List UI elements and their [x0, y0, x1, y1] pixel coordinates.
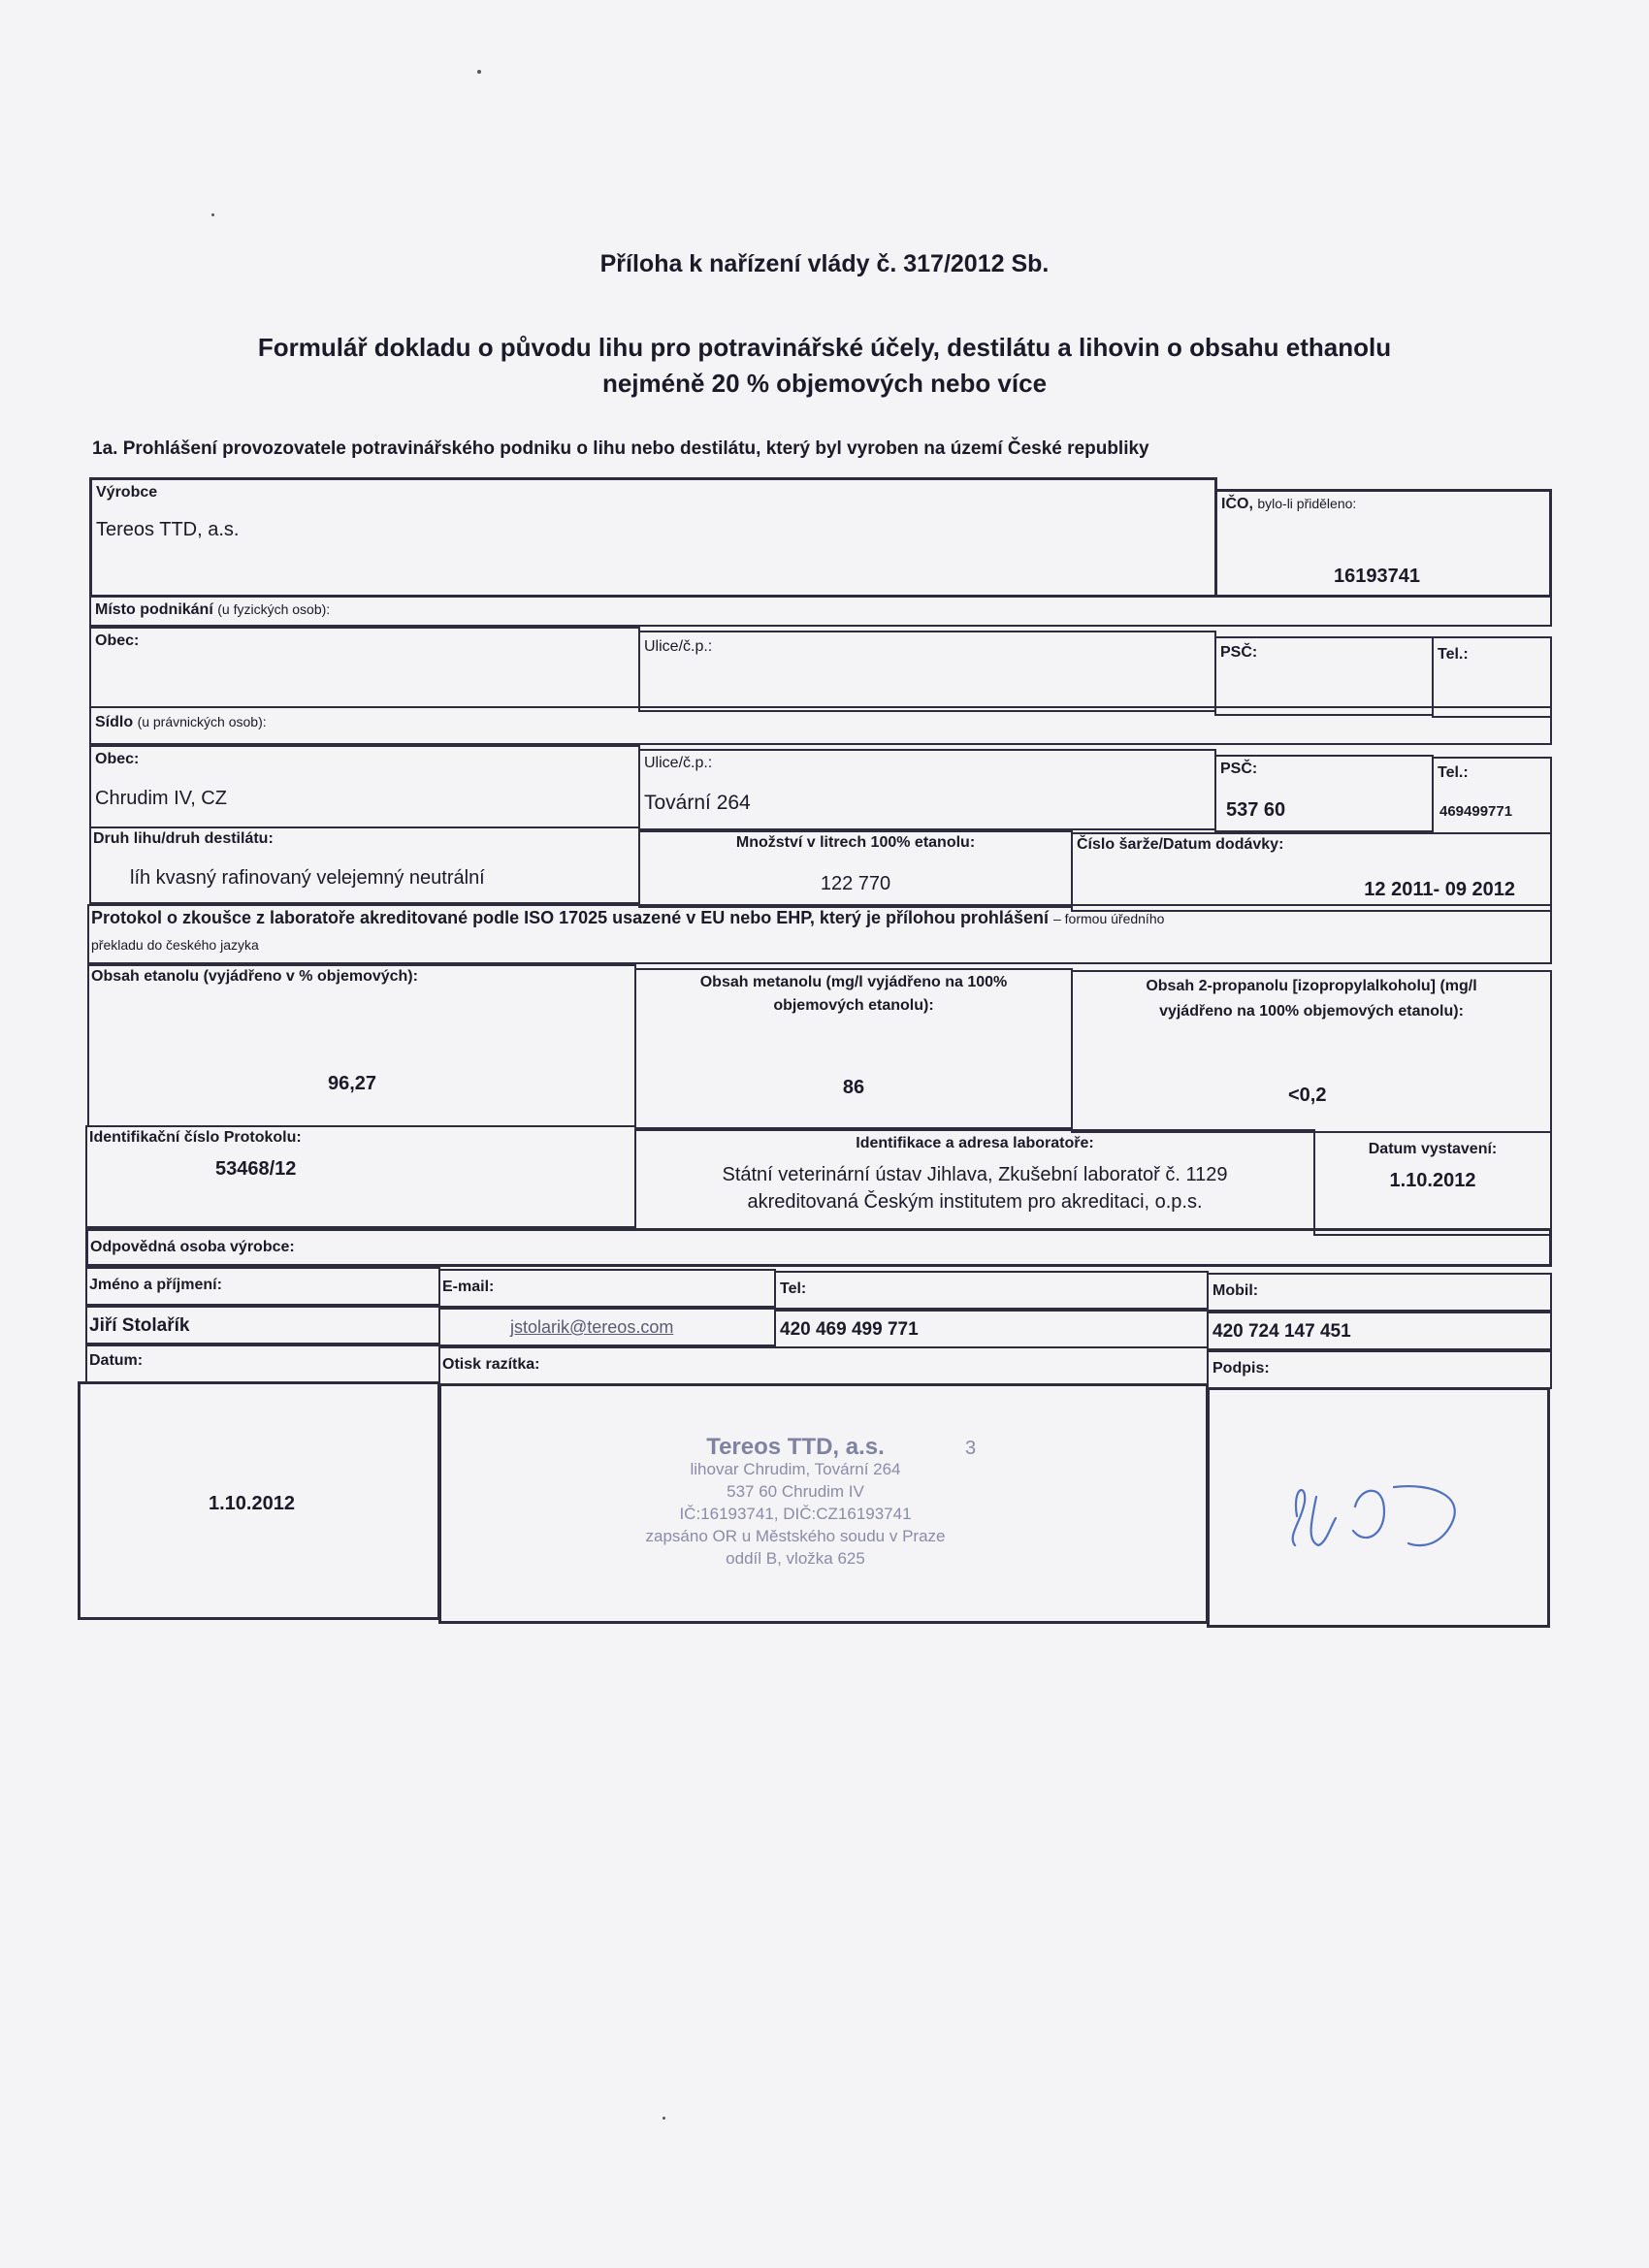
date-value-cell — [78, 1381, 440, 1620]
product-batch-label: Číslo šarže/Datum dodávky: — [1077, 836, 1284, 853]
seat-obec-value: Chrudim IV, CZ — [95, 788, 227, 809]
protocol-date-value: 1.10.2012 — [1389, 1170, 1476, 1191]
protocol-label-small: překladu do českého jazyka — [91, 937, 259, 953]
sign-label-cell — [1207, 1350, 1552, 1389]
seat-ulice-label: Ulice/č.p.: — [644, 755, 713, 771]
methanol-value: 86 — [842, 1077, 865, 1098]
bp-ulice-cell — [638, 631, 1216, 712]
date-value: 1.10.2012 — [209, 1493, 295, 1514]
name-value: Jiří Stolařík — [89, 1315, 190, 1336]
seat-ulice-value: Tovární 264 — [644, 792, 751, 814]
seat-label: Sídlo (u právnických osob): — [95, 714, 267, 730]
product-type-value: líh kvasný rafinovaný velejemný neutrální — [130, 867, 485, 889]
product-batch-value: 12 2011- 09 2012 — [1364, 879, 1515, 900]
lab-value-2: akreditovaná Českým institutem pro akreditaci, o.p.s. — [747, 1191, 1203, 1213]
propanol-label-1: Obsah 2-propanolu [izopropylalkoholu] (mg/l — [1146, 978, 1477, 994]
seat-tel-label: Tel.: — [1438, 764, 1469, 781]
propanol-cell — [1071, 970, 1552, 1133]
responsible-label: Odpovědná osoba výrobce: — [90, 1239, 295, 1255]
seat-tel-cell — [1432, 757, 1552, 834]
seat-obec-cell — [89, 745, 640, 828]
stamp-number: 3 — [965, 1438, 977, 1459]
ethanol-value: 96,27 — [328, 1073, 377, 1094]
signature-mark — [1239, 1429, 1530, 1584]
tel-value-cell — [774, 1310, 1209, 1348]
section-heading: 1a. Prohlášení provozovatele potravinářského podniku o lihu nebo destilátu, který byl vyroben na území České republiky — [92, 438, 1149, 459]
protocol-date-cell — [1313, 1131, 1552, 1236]
stamp-label-cell — [438, 1346, 1209, 1385]
product-qty-value: 122 770 — [820, 873, 891, 894]
mobile-label-cell — [1207, 1273, 1552, 1312]
email-label: E-mail: — [442, 1279, 495, 1295]
seat-ulice-cell — [638, 749, 1216, 830]
signature-cell — [1207, 1387, 1550, 1628]
methanol-label-2: objemových etanolu): — [773, 997, 934, 1014]
date-label-cell — [85, 1345, 440, 1383]
methanol-cell — [634, 968, 1073, 1129]
seat-psc-label: PSČ: — [1220, 761, 1258, 777]
tel-label-cell — [774, 1271, 1209, 1310]
stamp-line2: 537 60 Chrudim IV — [727, 1482, 864, 1501]
speck — [477, 70, 481, 74]
lab-cell — [634, 1129, 1315, 1230]
seat-psc-cell — [1214, 755, 1434, 832]
stamp-line3: IČ:16193741, DIČ:CZ16193741 — [679, 1505, 912, 1523]
seat-tel-value: 469499771 — [1439, 803, 1513, 820]
ico-label: IČO, bylo-li přiděleno: — [1221, 496, 1357, 512]
protocol-date-label: Datum vystavení: — [1368, 1141, 1498, 1157]
form-title — [146, 330, 1504, 402]
protocol-id-label: Identifikační číslo Protokolu: — [89, 1129, 302, 1146]
product-batch-cell — [1071, 832, 1552, 912]
product-qty-label: Množství v litrech 100% etanolu: — [735, 834, 976, 851]
business-place-header — [89, 596, 1552, 627]
tel-value: 420 469 499 771 — [780, 1319, 919, 1340]
bp-tel-label: Tel.: — [1438, 646, 1469, 663]
speck — [663, 2117, 665, 2120]
ico-value: 16193741 — [1334, 566, 1420, 587]
bp-psc-cell — [1214, 636, 1434, 716]
propanol-label-2: vyjádřeno na 100% objemových etanolu): — [1159, 1003, 1464, 1020]
ethanol-label: Obsah etanolu (vyjádřeno v % objemových): — [91, 968, 418, 985]
mobile-value: 420 724 147 451 — [1212, 1321, 1351, 1342]
mobile-value-cell — [1207, 1312, 1552, 1350]
name-value-cell — [85, 1306, 440, 1345]
bp-obec-label: Obec: — [95, 632, 140, 649]
product-qty-cell — [638, 830, 1073, 908]
bp-psc-label: PSČ: — [1220, 644, 1258, 661]
propanol-value: <0,2 — [1288, 1085, 1327, 1106]
date-label: Datum: — [89, 1352, 144, 1369]
email-value[interactable]: jstolarik@tereos.com — [510, 1317, 674, 1337]
responsible-header — [85, 1228, 1552, 1267]
protocol-id-value: 53468/12 — [215, 1158, 297, 1180]
producer-value: Tereos TTD, a.s. — [96, 519, 240, 540]
seat-obec-label: Obec: — [95, 751, 140, 767]
stamp-label: Otisk razítka: — [442, 1356, 540, 1373]
methanol-label-1: Obsah metanolu (mg/l vyjádřeno na 100% — [699, 974, 1008, 990]
seat-psc-value: 537 60 — [1226, 799, 1286, 821]
protocol-label: Protokol o zkoušce z laboratoře akreditované podle ISO 17025 usazené v EU nebo EHP, který je přílohou prohlášení – formou úředního — [91, 908, 1165, 927]
producer-label: Výrobce — [96, 484, 158, 501]
form-title-line1: Formulář dokladu o původu lihu pro potravinářské účely, destilátu a lihovin o obsahu ethanolu — [257, 333, 1392, 362]
bp-obec-cell — [89, 627, 640, 708]
protocol-header — [87, 904, 1552, 964]
email-value-cell — [438, 1308, 776, 1346]
lab-value-1: Státní veterinární ústav Jihlava, Zkušební laboratoř č. 1129 — [722, 1164, 1228, 1185]
bp-ulice-label: Ulice/č.p.: — [644, 638, 713, 655]
stamp-line4: zapsáno OR u Městského soudu v Praze — [645, 1527, 946, 1545]
name-label: Jméno a příjmení: — [89, 1277, 222, 1293]
ethanol-cell — [87, 964, 636, 1127]
stamp-line1: lihovar Chrudim, Tovární 264 — [690, 1460, 901, 1478]
tel-label: Tel: — [780, 1280, 807, 1297]
annex-heading: Příloha k nařízení vlády č. 317/2012 Sb. — [599, 250, 1050, 277]
stamp-title: Tereos TTD, a.s. — [706, 1434, 885, 1460]
stamp-line5: oddíl B, vložka 625 — [726, 1549, 865, 1568]
business-place-label: Místo podnikání (u fyzických osob): — [95, 601, 331, 618]
form-title-line2: nejméně 20 % objemových nebo více — [601, 369, 1048, 398]
sign-label: Podpis: — [1212, 1360, 1270, 1377]
ico-cell — [1214, 489, 1552, 598]
name-label-cell — [85, 1267, 440, 1306]
lab-label: Identifikace a adresa laboratoře: — [856, 1135, 1094, 1151]
product-type-cell — [89, 826, 640, 904]
speck — [211, 213, 214, 216]
product-type-label: Druh lihu/druh destilátu: — [93, 830, 274, 847]
seat-header — [89, 706, 1552, 745]
mobile-label: Mobil: — [1212, 1282, 1259, 1299]
protocol-id-cell — [85, 1125, 636, 1228]
producer-cell — [89, 477, 1217, 598]
email-label-cell — [438, 1269, 776, 1308]
